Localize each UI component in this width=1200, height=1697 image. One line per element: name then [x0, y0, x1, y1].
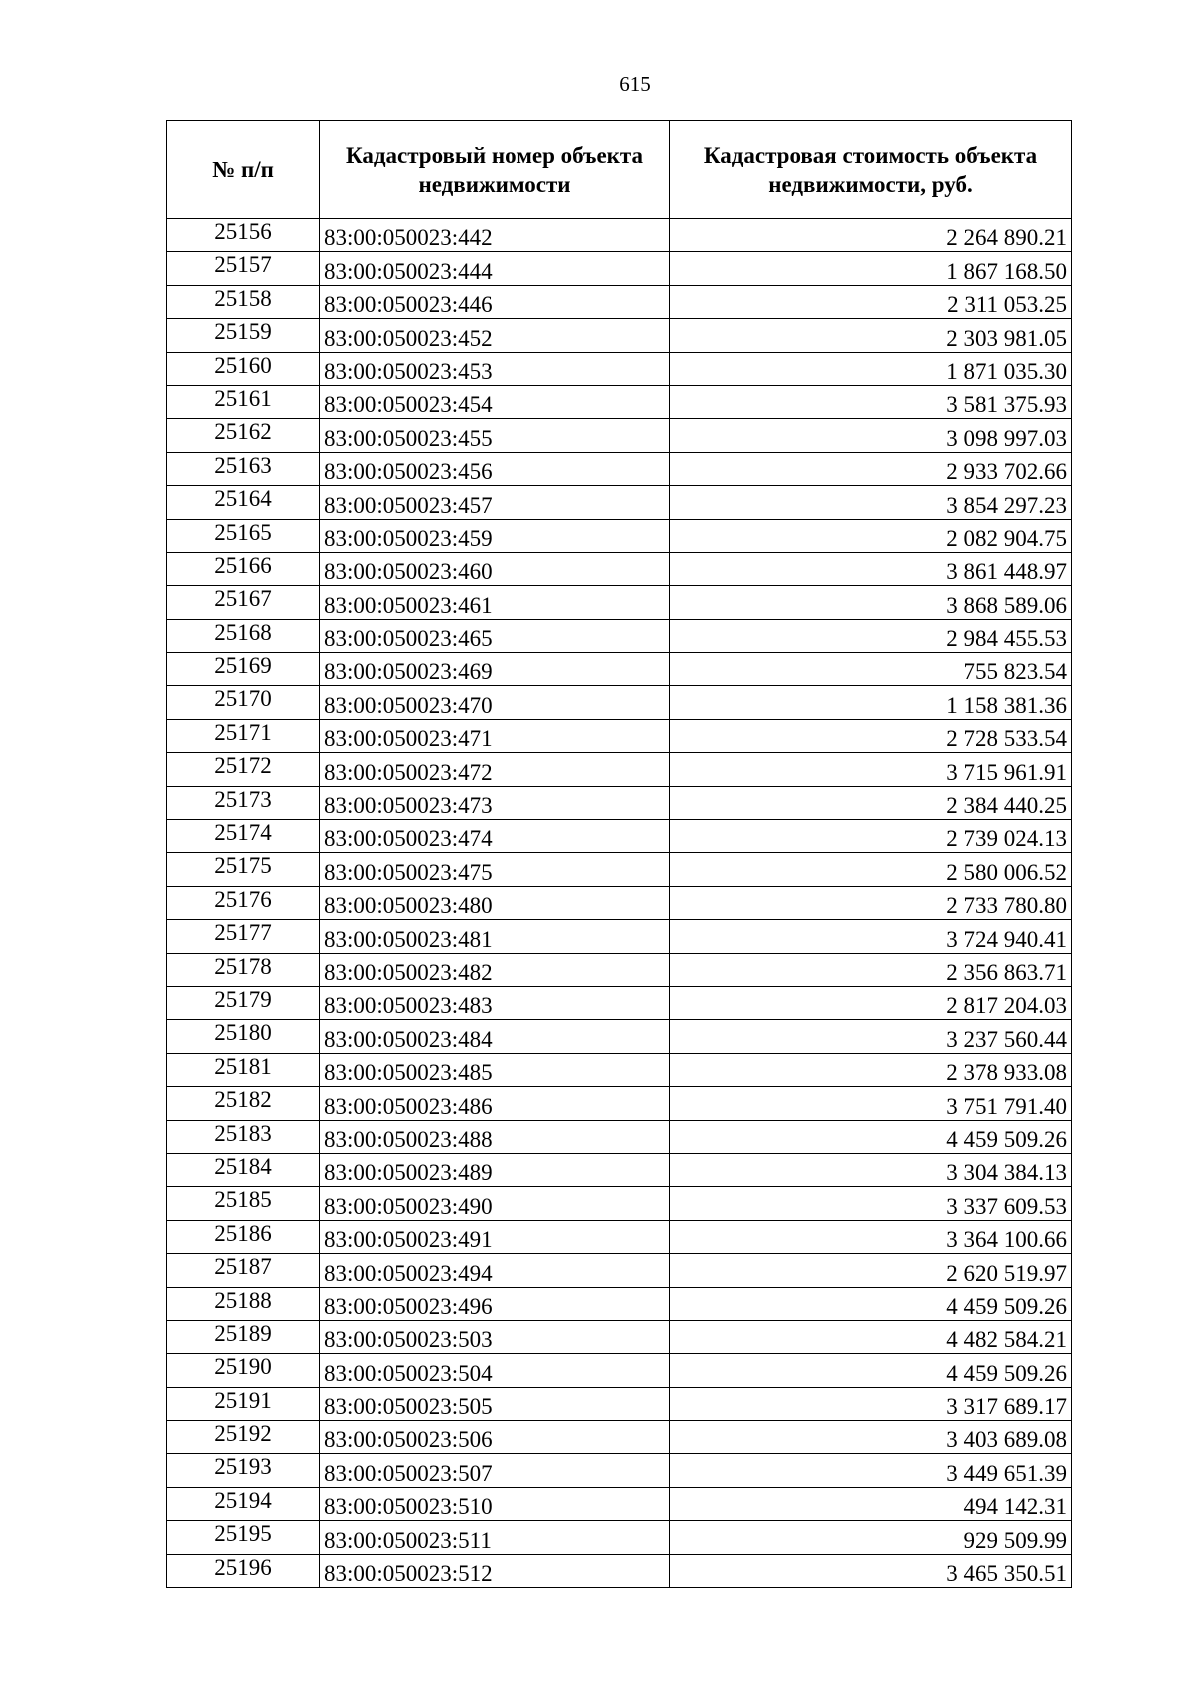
cadastral-value: 4 459 509.26 [670, 1287, 1072, 1320]
cadastral-number: 83:00:050023:446 [320, 285, 670, 318]
cadastral-number: 83:00:050023:511 [320, 1521, 670, 1554]
table-row [167, 653, 1072, 686]
row-number: 25169 [167, 653, 320, 686]
table-row [167, 1220, 1072, 1253]
table-row [167, 419, 1072, 452]
cadastral-number: 83:00:050023:496 [320, 1287, 670, 1320]
cadastral-number: 83:00:050023:453 [320, 352, 670, 385]
table-row [167, 1120, 1072, 1153]
cadastral-number: 83:00:050023:488 [320, 1120, 670, 1153]
row-number: 25181 [167, 1053, 320, 1086]
cadastral-value: 3 854 297.23 [670, 486, 1072, 519]
row-number: 25192 [167, 1421, 320, 1454]
table-row [167, 786, 1072, 819]
cadastral-value: 3 337 609.53 [670, 1187, 1072, 1220]
row-number: 25163 [167, 452, 320, 485]
row-number: 25186 [167, 1220, 320, 1253]
cadastral-value: 2 303 981.05 [670, 319, 1072, 352]
row-number: 25161 [167, 385, 320, 418]
row-number: 25175 [167, 853, 320, 886]
table-row [167, 820, 1072, 853]
header-cadastral-number: Кадастровый номер объекта недвижимости [320, 121, 670, 219]
table-row [167, 1187, 1072, 1220]
cadastral-value: 2 356 863.71 [670, 953, 1072, 986]
table-row [167, 452, 1072, 485]
row-number: 25176 [167, 886, 320, 919]
cadastral-number: 83:00:050023:485 [320, 1053, 670, 1086]
row-number: 25185 [167, 1187, 320, 1220]
cadastral-value: 2 082 904.75 [670, 519, 1072, 552]
cadastral-number: 83:00:050023:442 [320, 219, 670, 252]
cadastral-value: 3 465 350.51 [670, 1554, 1072, 1587]
row-number: 25164 [167, 486, 320, 519]
cadastral-number: 83:00:050023:505 [320, 1387, 670, 1420]
cadastral-number: 83:00:050023:489 [320, 1153, 670, 1186]
row-number: 25183 [167, 1120, 320, 1153]
cadastral-number: 83:00:050023:473 [320, 786, 670, 819]
cadastral-number: 83:00:050023:470 [320, 686, 670, 719]
cadastral-number: 83:00:050023:444 [320, 252, 670, 285]
table-row [167, 319, 1072, 352]
cadastral-value: 2 933 702.66 [670, 452, 1072, 485]
cadastral-value-table [166, 120, 1072, 1588]
row-number: 25158 [167, 285, 320, 318]
cadastral-value: 3 861 448.97 [670, 552, 1072, 585]
row-number: 25162 [167, 419, 320, 452]
row-number: 25189 [167, 1320, 320, 1353]
cadastral-value: 3 449 651.39 [670, 1454, 1072, 1487]
table-row [167, 219, 1072, 252]
header-cadastral-value: Кадастровая стоимость объекта недвижимости, руб. [670, 121, 1072, 219]
row-number: 25191 [167, 1387, 320, 1420]
table-row [167, 1087, 1072, 1120]
row-number: 25171 [167, 719, 320, 752]
table-row [167, 1487, 1072, 1520]
table-row [167, 486, 1072, 519]
cadastral-value: 1 867 168.50 [670, 252, 1072, 285]
cadastral-value: 3 403 689.08 [670, 1421, 1072, 1454]
table-row [167, 1254, 1072, 1287]
cadastral-value: 3 868 589.06 [670, 586, 1072, 619]
header-row [167, 121, 1072, 219]
cadastral-number: 83:00:050023:454 [320, 385, 670, 418]
cadastral-number: 83:00:050023:452 [320, 319, 670, 352]
row-number: 25190 [167, 1354, 320, 1387]
cadastral-value: 4 482 584.21 [670, 1320, 1072, 1353]
table-row [167, 1287, 1072, 1320]
table-row [167, 1354, 1072, 1387]
cadastral-number: 83:00:050023:465 [320, 619, 670, 652]
table-row [167, 619, 1072, 652]
cadastral-value: 2 311 053.25 [670, 285, 1072, 318]
row-number: 25168 [167, 619, 320, 652]
table-row [167, 1521, 1072, 1554]
row-number: 25173 [167, 786, 320, 819]
cadastral-value: 2 817 204.03 [670, 986, 1072, 1019]
cadastral-number: 83:00:050023:506 [320, 1421, 670, 1454]
cadastral-number: 83:00:050023:474 [320, 820, 670, 853]
row-number: 25182 [167, 1087, 320, 1120]
cadastral-number: 83:00:050023:472 [320, 753, 670, 786]
cadastral-value: 3 237 560.44 [670, 1020, 1072, 1053]
cadastral-number: 83:00:050023:459 [320, 519, 670, 552]
cadastral-value: 2 984 455.53 [670, 619, 1072, 652]
row-number: 25174 [167, 820, 320, 853]
row-number: 25166 [167, 552, 320, 585]
cadastral-value: 1 871 035.30 [670, 352, 1072, 385]
cadastral-number: 83:00:050023:484 [320, 1020, 670, 1053]
cadastral-number: 83:00:050023:512 [320, 1554, 670, 1587]
cadastral-number: 83:00:050023:480 [320, 886, 670, 919]
cadastral-number: 83:00:050023:457 [320, 486, 670, 519]
row-number: 25178 [167, 953, 320, 986]
row-number: 25193 [167, 1454, 320, 1487]
cadastral-value: 755 823.54 [670, 653, 1072, 686]
cadastral-value: 2 739 024.13 [670, 820, 1072, 853]
table-row [167, 252, 1072, 285]
cadastral-value: 3 304 384.13 [670, 1153, 1072, 1186]
row-number: 25159 [167, 319, 320, 352]
cadastral-value: 2 580 006.52 [670, 853, 1072, 886]
cadastral-value: 2 620 519.97 [670, 1254, 1072, 1287]
table-row [167, 1454, 1072, 1487]
cadastral-number: 83:00:050023:469 [320, 653, 670, 686]
cadastral-number: 83:00:050023:475 [320, 853, 670, 886]
table-row [167, 719, 1072, 752]
cadastral-value: 3 317 689.17 [670, 1387, 1072, 1420]
row-number: 25184 [167, 1153, 320, 1186]
cadastral-value: 2 728 533.54 [670, 719, 1072, 752]
cadastral-value: 4 459 509.26 [670, 1354, 1072, 1387]
cadastral-value: 3 581 375.93 [670, 385, 1072, 418]
row-number: 25170 [167, 686, 320, 719]
table-row [167, 1153, 1072, 1186]
row-number: 25157 [167, 252, 320, 285]
cadastral-value: 929 509.99 [670, 1521, 1072, 1554]
table-row [167, 519, 1072, 552]
row-number: 25167 [167, 586, 320, 619]
cadastral-number: 83:00:050023:460 [320, 552, 670, 585]
table-row [167, 986, 1072, 1019]
table-row [167, 753, 1072, 786]
table-row [167, 1387, 1072, 1420]
table-row [167, 953, 1072, 986]
table-row [167, 352, 1072, 385]
table-row [167, 385, 1072, 418]
cadastral-number: 83:00:050023:481 [320, 920, 670, 953]
cadastral-number: 83:00:050023:461 [320, 586, 670, 619]
cadastral-number: 83:00:050023:483 [320, 986, 670, 1019]
row-number: 25195 [167, 1521, 320, 1554]
row-number: 25165 [167, 519, 320, 552]
row-number: 25156 [167, 219, 320, 252]
cadastral-value: 3 098 997.03 [670, 419, 1072, 452]
table-row [167, 1053, 1072, 1086]
cadastral-value: 3 364 100.66 [670, 1220, 1072, 1253]
cadastral-value: 3 724 940.41 [670, 920, 1072, 953]
page-number: 615 [619, 72, 651, 96]
cadastral-value: 4 459 509.26 [670, 1120, 1072, 1153]
table-row [167, 853, 1072, 886]
row-number: 25177 [167, 920, 320, 953]
cadastral-number: 83:00:050023:491 [320, 1220, 670, 1253]
cadastral-number: 83:00:050023:455 [320, 419, 670, 452]
cadastral-number: 83:00:050023:494 [320, 1254, 670, 1287]
cadastral-value: 2 378 933.08 [670, 1053, 1072, 1086]
table-body [167, 219, 1072, 1588]
row-number: 25172 [167, 753, 320, 786]
table-header [167, 121, 1072, 219]
row-number: 25188 [167, 1287, 320, 1320]
table-row [167, 1554, 1072, 1587]
cadastral-value: 1 158 381.36 [670, 686, 1072, 719]
cadastral-value: 3 751 791.40 [670, 1087, 1072, 1120]
row-number: 25194 [167, 1487, 320, 1520]
row-number: 25180 [167, 1020, 320, 1053]
cadastral-number: 83:00:050023:471 [320, 719, 670, 752]
row-number: 25196 [167, 1554, 320, 1587]
cadastral-number: 83:00:050023:504 [320, 1354, 670, 1387]
cadastral-number: 83:00:050023:507 [320, 1454, 670, 1487]
cadastral-number: 83:00:050023:482 [320, 953, 670, 986]
row-number: 25187 [167, 1254, 320, 1287]
table-row [167, 552, 1072, 585]
table-row [167, 1320, 1072, 1353]
row-number: 25160 [167, 352, 320, 385]
table-row [167, 1020, 1072, 1053]
table-row [167, 586, 1072, 619]
cadastral-value: 3 715 961.91 [670, 753, 1072, 786]
table-row [167, 920, 1072, 953]
table-row [167, 1421, 1072, 1454]
table-row [167, 886, 1072, 919]
table-row [167, 285, 1072, 318]
cadastral-number: 83:00:050023:456 [320, 452, 670, 485]
cadastral-number: 83:00:050023:503 [320, 1320, 670, 1353]
table-row [167, 686, 1072, 719]
cadastral-value: 494 142.31 [670, 1487, 1072, 1520]
row-number: 25179 [167, 986, 320, 1019]
header-row-number: № п/п [167, 121, 320, 219]
cadastral-value: 2 384 440.25 [670, 786, 1072, 819]
cadastral-value: 2 264 890.21 [670, 219, 1072, 252]
cadastral-number: 83:00:050023:510 [320, 1487, 670, 1520]
cadastral-number: 83:00:050023:490 [320, 1187, 670, 1220]
cadastral-number: 83:00:050023:486 [320, 1087, 670, 1120]
cadastral-value: 2 733 780.80 [670, 886, 1072, 919]
